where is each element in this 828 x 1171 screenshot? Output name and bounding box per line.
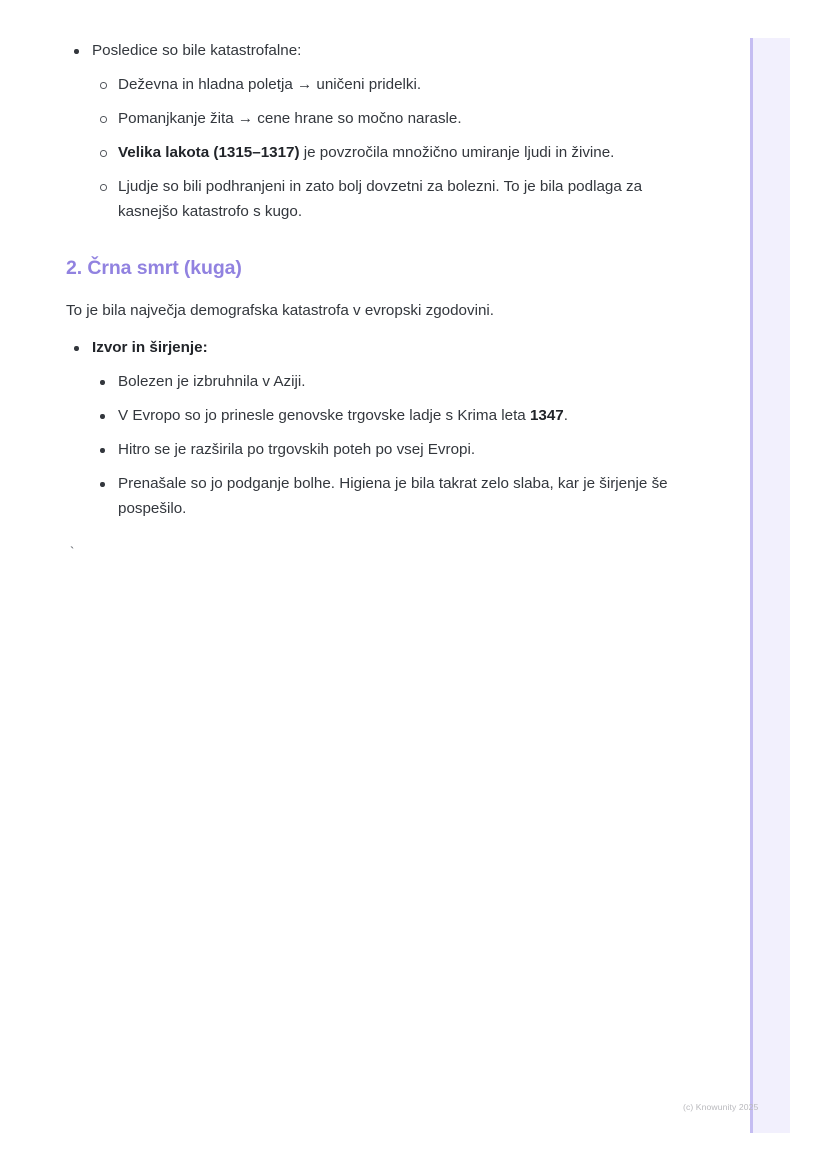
- section-heading: 2. Črna smrt (kuga): [66, 257, 242, 279]
- text-run: Prenašale so jo podganje bolhe. Higiena je bila takrat zelo slaba, kar je širjenje še pospešilo.: [118, 475, 668, 517]
- list-item: [92, 437, 690, 462]
- bullet-list: [66, 38, 690, 224]
- text-run-bold: Izvor in širjenje:: [92, 339, 208, 356]
- paragraph: To je bila največja demografska katastrofa v evropski zgodovini.: [66, 302, 494, 319]
- text-run: Ljudje so bili podhranjeni in zato bolj dovzetni za bolezni. To je bila podlaga za kasnejšo katastrofo s kugo.: [118, 178, 643, 220]
- text-run: Bolezen je izbruhnila v Aziji.: [118, 373, 306, 390]
- bullet-list: [66, 335, 690, 521]
- list-item: [92, 106, 690, 131]
- stray-backtick: `: [70, 544, 75, 559]
- spacer: [66, 323, 690, 335]
- bullet-sublist: [92, 72, 690, 224]
- text-run-bold: Velika lakota (1315–1317): [118, 144, 300, 161]
- text-run: je povzročila množično umiranje ljudi in živine.: [299, 144, 615, 161]
- text-run-bold: 1347: [529, 407, 564, 424]
- list-item: [66, 38, 690, 63]
- list-item: [92, 369, 690, 394]
- text-run: Pomanjkanje žita → cene hrane so močno narasle.: [118, 110, 462, 127]
- spacer: [66, 281, 690, 298]
- spacer: [66, 521, 690, 544]
- list-item: [92, 140, 690, 165]
- list-item: [92, 471, 690, 521]
- text-run: .: [563, 407, 568, 424]
- right-side-panel-rule: [750, 38, 753, 1133]
- footer-credit: (c) Knowunity 2025: [683, 1102, 759, 1112]
- list-item: [92, 403, 690, 428]
- document-body: [0, 0, 750, 560]
- list-item: [92, 72, 690, 97]
- right-side-panel: [750, 38, 790, 1133]
- bullet-sublist: [92, 369, 690, 521]
- list-item: [92, 174, 690, 224]
- text-run: Hitro se je razširila po trgovskih poteh po vsej Evropi.: [118, 441, 476, 458]
- text-run: Deževna in hladna poletja → uničeni pridelki.: [118, 76, 422, 93]
- list-item: [66, 335, 690, 360]
- text-run: V Evropo so jo prinesle genovske trgovske ladje s Krima leta: [118, 407, 530, 424]
- spacer: [66, 224, 690, 255]
- text-run: Posledice so bile katastrofalne:: [92, 42, 302, 59]
- document-content: [66, 38, 690, 560]
